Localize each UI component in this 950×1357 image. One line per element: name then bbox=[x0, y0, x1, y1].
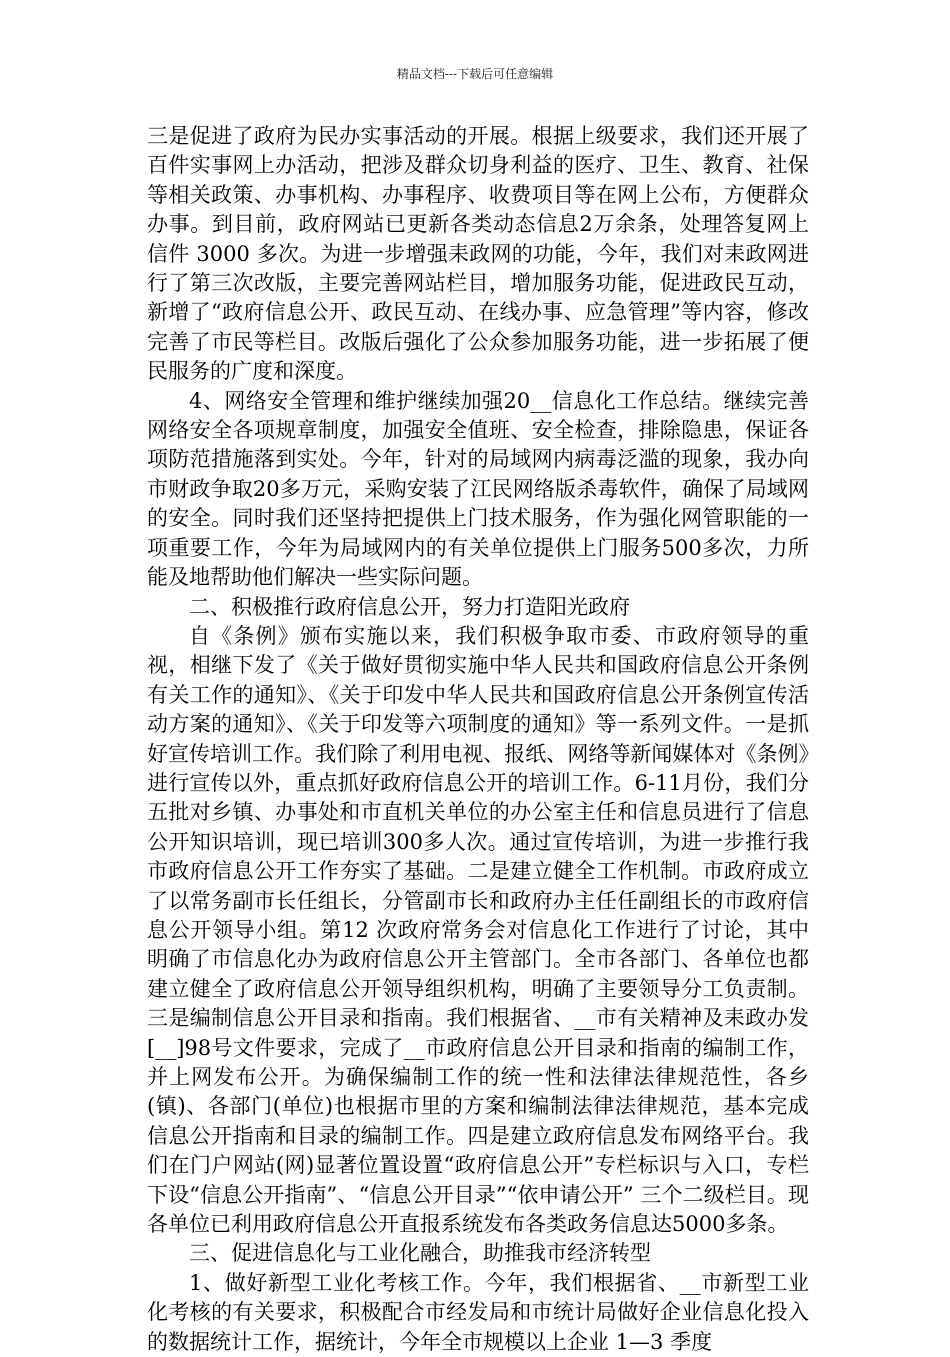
paragraph: 4、网络安全管理和维护继续加强20__信息化工作总结。继续完善网络安全各项规章制度，加强安全值班、安全检查，排除隐患，保证各项防范措施落到实处。今年，针对的局域网内病毒泛滥的现象，我办向市财政争取20多万元，采购安装了江民网络版杀毒软件，确保了局域网的安全。同时我们还坚持把提供上门技术服务，作为强化网管职能的一项重要工作，今年为局域网内的有关单位提供上门服务500多次，力所能及地帮助他们解决一些实际问题。 bbox=[147, 388, 809, 590]
paragraph: 1、做好新型工业化考核工作。今年，我们根据省、__市新型工业化考核的有关要求，积极配合市经发局和市统计局做好企业信息化投入的数据统计工作，据统计，今年全市规模以上企业 1—3 季度 bbox=[147, 1270, 809, 1354]
page-header: 精品文档---下载后可任意编辑 bbox=[396, 67, 554, 81]
paragraph: 自《条例》颁布实施以来，我们积极争取市委、市政府领导的重视，相继下发了《关于做好贯彻实施中华人民共和国政府信息公开条例有关工作的通知》、《关于印发中华人民共和国政府信息公开条例宣传活动方案的通知》、《关于印发等六项制度的通知》等一系列文件。一是抓好宣传培训工作。我们除了利用电视、报纸、网络等新闻媒体对《条例》进行宣传以外，重点抓好政府信息公开的培训工作。6-11月份，我们分五批对乡镇、办事处和市直机关单位的办公室主任和信息员进行了信息公开知识培训，现已培训300多人次。通过宣传培训，为进一步推行我市政府信息公开工作夯实了基础。二是建立健全工作机制。市政府成立了以常务副市长任组长，分管副市长和政府办主任任副组长的市政府信息公开领导小组。第12 次政府常务会对信息化工作进行了讨论，其中明确了市信息化办为政府信息公开主管部门。全市各部门、各单位也都建立健全了政府信息公开领导组织机构，明确了主要领导分工负责制。三是编制信息公开目录和指南。我们根据省、__市有关精神及耒政办发[__]98号文件要求，完成了__市政府信息公开目录和指南的编制工作，并上网发布公开。为确保编制工作的统一性和法律法律规范性，各乡(镇)、各部门(单位)也根据市里的方案和编制法律法律规范，基本完成信息公开指南和目录的编制工作。四是建立政府信息发布网络平台。我们在门户网站(网)显著位置设置“政府信息公开”专栏标识与入口，专栏下设“信息公开指南”、“信息公开目录”“依申请公开” 三个二级栏目。现各单位已利用政府信息公开直报系统发布各类政务信息达5000多条。 bbox=[147, 623, 809, 1237]
section-heading: 二、积极推行政府信息公开，努力打造阳光政府 bbox=[189, 594, 630, 619]
section-heading: 三、促进信息化与工业化融合，助推我市经济转型 bbox=[189, 1241, 651, 1266]
document-body bbox=[147, 122, 809, 1357]
paragraph: 三是促进了政府为民办实事活动的开展。根据上级要求，我们还开展了百件实事网上办活动，把涉及群众切身利益的医疗、卫生、教育、社保等相关政策、办事机构、办事程序、收费项目等在网上公布，方便群众办事。到目前，政府网站已更新各类动态信息2万余条，处理答复网上信件 3000 多次。为进一步增强耒政网的功能，今年，我们对耒政网进行了第三次改版，主要完善网站栏目，增加服务功能，促进政民互动，新增了“政府信息公开、政民互动、在线办事、应急管理”等内容，修改完善了市民等栏目。改版后强化了公众参加服务功能，进一步拓展了便民服务的广度和深度。 bbox=[147, 124, 809, 384]
